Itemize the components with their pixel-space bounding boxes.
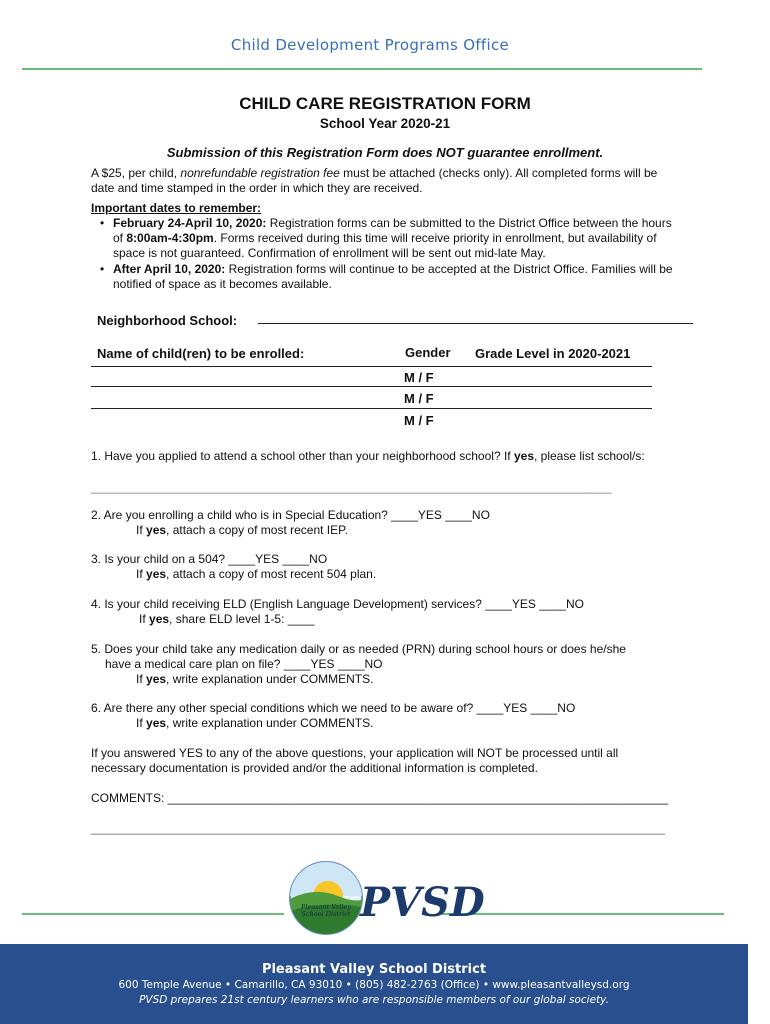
sub-text: , write explanation under COMMENTS. [166, 672, 374, 686]
school-year: School Year 2020-21 [319, 116, 451, 131]
processing-note: If you answered YES to any of the above questions, your application will NOT be processed until all necessary documentation is provided and/or the additional information is completed. [91, 746, 619, 775]
comments-field[interactable]: COMMENTS: ___________________________________________________________________________ [91, 791, 669, 805]
bullet-text: . Forms received during this time will receive priority in enrollment, but availability of space is not guaranteed. Confirmation of enrollment will be sent out mid-late May. [113, 231, 657, 260]
question-5 [91, 642, 691, 687]
neighborhood-school-field[interactable] [258, 323, 693, 324]
yes-emphasis: yes [513, 449, 534, 463]
sub-text: If [136, 716, 147, 730]
sub-text: If [136, 523, 147, 537]
fee-prefix: A $25, per child, [91, 166, 181, 180]
bullet-text: Registration forms can be submitted to the District Office between the hours of [113, 216, 672, 245]
sub-text: , attach a copy of most recent 504 plan. [166, 567, 377, 581]
question-text: 2. Are you enrolling a child who is in Special Education? ____YES ____NO [91, 508, 490, 522]
gender-label: Gender [405, 345, 451, 360]
question-sub [91, 716, 691, 731]
important-dates-list [100, 216, 685, 293]
list-item [100, 216, 685, 261]
list-item [100, 262, 685, 292]
question-sub [91, 523, 691, 538]
office-title: Child Development Programs Office [230, 36, 510, 54]
question-6 [91, 701, 691, 731]
sub-text: , write explanation under COMMENTS. [166, 716, 374, 730]
children-label: Name of child(ren) to be enrolled: [97, 346, 305, 361]
question-text: 5. Does your child take any medication daily or as needed (PRN) during school hours or does he/she [91, 642, 626, 656]
district-address: 600 Temple Avenue • Camarillo, CA 93010 • (805) 482-2763 (Office) • www.pleasantvalleysd.org [118, 979, 630, 991]
gender-choice-3[interactable]: M / F [404, 413, 434, 428]
yes-emphasis: yes [146, 716, 167, 730]
sub-text: If [136, 567, 147, 581]
pvsd-logo [288, 856, 485, 936]
yes-emphasis: yes [146, 567, 167, 581]
yes-emphasis: yes [149, 612, 170, 626]
question-2 [91, 508, 691, 538]
sub-text: If [139, 612, 150, 626]
after-date: After April 10, 2020: [113, 262, 226, 276]
logo-text-line-2: School District [301, 910, 351, 918]
question-3 [91, 552, 691, 582]
table-header-rule [91, 366, 652, 367]
district-name: Pleasant Valley School District [261, 962, 487, 977]
office-hours: 8:00am-4:30pm [126, 231, 214, 245]
question-text: have a medical care plan on file? ____YES ____NO [105, 657, 383, 671]
logo-text-line-1: Pleasant Valley [301, 903, 351, 911]
district-tagline: PVSD prepares 21st century learners who are responsible members of our global society. [139, 994, 609, 1006]
date-range: February 24-April 10, 2020: [113, 216, 267, 230]
school-list-field[interactable]: ______________________________________________________________________________ [91, 480, 612, 494]
question-4 [91, 597, 691, 627]
gender-choice-1[interactable]: M / F [404, 370, 434, 385]
bullet-text: Registration forms will continue to be accepted at the District Office. Families will be notified of space as it becomes available. [113, 262, 673, 291]
question-text: 6. Are there any other special conditions which we need to be aware of? ____YES ____NO [91, 701, 576, 715]
question-sub [91, 567, 691, 582]
header-divider [22, 68, 702, 70]
fee-suffix: must be attached (checks only). All completed forms will be date and time stamped in the order in which they are received. [91, 166, 658, 195]
logo-script-text: PVSD [360, 879, 485, 926]
fee-italic: nonrefundable registration fee [180, 166, 340, 180]
neighborhood-school-label: Neighborhood School: [97, 313, 238, 328]
child-row-line-1[interactable] [91, 386, 652, 387]
question-text: 1. Have you applied to attend a school other than your neighborhood school? If [91, 449, 514, 463]
question-1 [91, 449, 691, 464]
grade-level-label: Grade Level in 2020-2021 [475, 346, 631, 361]
question-sub [91, 672, 691, 687]
sub-text: If [136, 672, 147, 686]
question-text: 4. Is your child receiving ELD (English Language Development) services? ____YES ____NO [91, 597, 584, 611]
question-text: 3. Is your child on a 504? ____YES ____NO [91, 552, 328, 566]
footer-rule-left [22, 913, 284, 915]
yes-emphasis: yes [146, 523, 167, 537]
comments-line-2[interactable]: ______________________________________________________________________________________ [91, 821, 665, 835]
important-dates-title: Important dates to remember: [91, 201, 262, 215]
sub-text: , share ELD level 1-5: ____ [169, 612, 315, 626]
fee-paragraph [91, 166, 681, 196]
gender-choice-2[interactable]: M / F [404, 391, 434, 406]
question-sub [91, 612, 691, 627]
enrollment-notice: Submission of this Registration Form does NOT guarantee enrollment. [166, 145, 604, 160]
child-row-line-2[interactable] [91, 408, 652, 409]
form-title: CHILD CARE REGISTRATION FORM [239, 94, 531, 113]
yes-emphasis: yes [146, 672, 167, 686]
sub-text: , attach a copy of most recent IEP. [166, 523, 348, 537]
question-text: , please list school/s: [534, 449, 645, 463]
